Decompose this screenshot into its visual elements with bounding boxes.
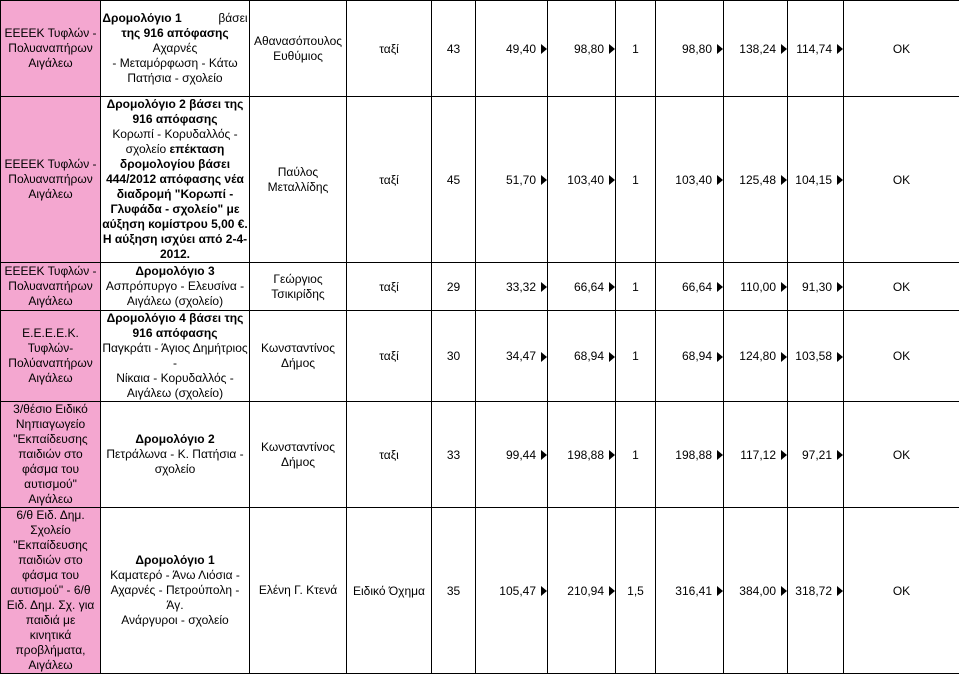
limit-value: 318,72 <box>795 584 832 598</box>
route-cell <box>101 1 250 97</box>
calc-cell <box>656 1 724 97</box>
euro-marker-icon <box>781 450 787 460</box>
euro-marker-icon <box>609 450 615 460</box>
limit-value: 104,15 <box>795 173 832 187</box>
base-cell <box>724 1 788 97</box>
calc-value: 316,41 <box>675 584 712 598</box>
total-cell <box>548 263 616 311</box>
price-cell <box>476 97 548 263</box>
price-cell <box>476 402 548 508</box>
table-row <box>1 402 959 508</box>
km-cell: 29 <box>432 263 476 311</box>
route-description: Δρομολόγιο 1 βάσει της 916 απόφασης Αχαρνές - Μεταμόρφωση - Κάτω Πατήσια - σχολείο <box>101 11 249 86</box>
euro-marker-icon <box>541 450 547 460</box>
calc-cell <box>656 402 724 508</box>
calc-value: 66,64 <box>682 280 712 294</box>
base-cell <box>724 97 788 263</box>
base-value: 124,80 <box>739 349 776 363</box>
contractor-name: Κωνσταντίνος Δήμος <box>250 440 346 470</box>
base-cell <box>724 311 788 402</box>
status-cell: OK <box>844 97 959 263</box>
limit-value: 97,21 <box>802 448 832 462</box>
price-value: 34,47 <box>506 349 536 363</box>
contractor-cell <box>250 97 347 263</box>
euro-marker-icon <box>609 352 615 362</box>
euro-marker-icon <box>609 586 615 596</box>
total-value: 98,80 <box>574 42 604 56</box>
coefficient-cell: 1 <box>616 263 656 311</box>
base-value: 125,48 <box>739 173 776 187</box>
school-cell <box>1 1 101 97</box>
contractor-name: Κωνσταντίνος Δήμος <box>250 341 346 371</box>
euro-marker-icon <box>717 586 723 596</box>
contractor-cell <box>250 402 347 508</box>
vehicle-cell: ταξί <box>347 1 432 97</box>
vehicle-cell: Ειδικό Όχημα <box>347 508 432 674</box>
euro-marker-icon <box>781 175 787 185</box>
total-cell <box>548 97 616 263</box>
route-cell <box>101 97 250 263</box>
route-description: Δρομολόγιο 1 Καματερό - Άνω Λιόσια - Αχαρνές - Πετρούπολη - Άγ. Ανάργυροι - σχολείο <box>101 553 249 628</box>
limit-cell <box>788 97 844 263</box>
school-name: Ε.Ε.Ε.Ε.Κ. Τυφλών- Πολύαναπήρων Αιγάλεω <box>1 326 100 386</box>
vehicle-cell: ταξί <box>347 97 432 263</box>
status-cell: OK <box>844 1 959 97</box>
school-cell <box>1 263 101 311</box>
euro-marker-icon <box>609 44 615 54</box>
euro-marker-icon <box>541 586 547 596</box>
calc-value: 198,88 <box>675 448 712 462</box>
table-row <box>1 263 959 311</box>
euro-marker-icon <box>717 44 723 54</box>
route-cell <box>101 402 250 508</box>
school-name: 3/θέσιο Ειδικό Νηπιαγωγείο "Εκπαίδευσης παιδιών στο φάσμα του αυτισμού" Αιγάλεω <box>1 402 100 507</box>
calc-cell <box>656 263 724 311</box>
limit-cell <box>788 263 844 311</box>
coefficient-cell: 1 <box>616 311 656 402</box>
contractor-name: Αθανασόπουλος Ευθύμιος <box>250 34 346 64</box>
euro-marker-icon <box>717 282 723 292</box>
euro-marker-icon <box>541 44 547 54</box>
km-cell: 30 <box>432 311 476 402</box>
calc-value: 103,40 <box>675 173 712 187</box>
price-value: 51,70 <box>506 173 536 187</box>
euro-marker-icon <box>717 450 723 460</box>
contractor-cell <box>250 508 347 674</box>
vehicle-cell: ταξί <box>347 311 432 402</box>
route-description: Δρομολόγιο 4 βάσει της 916 απόφασης Παγκράτι - Άγιος Δημήτριος - Νίκαια - Κορυδαλλός - Αιγάλεω (σχολείο) <box>101 311 249 401</box>
euro-marker-icon <box>541 282 547 292</box>
base-value: 138,24 <box>739 42 776 56</box>
euro-marker-icon <box>837 586 843 596</box>
route-description: Δρομολόγιο 2 Πετράλωνα - Κ. Πατήσια - σχολείο <box>101 432 249 477</box>
price-value: 105,47 <box>499 584 536 598</box>
route-cell <box>101 508 250 674</box>
base-cell <box>724 402 788 508</box>
euro-marker-icon <box>609 175 615 185</box>
table-row <box>1 311 959 402</box>
euro-marker-icon <box>541 175 547 185</box>
total-value: 66,64 <box>574 280 604 294</box>
contractor-name: Γεώργιος Τσικιρίδης <box>250 272 346 302</box>
limit-value: 91,30 <box>802 280 832 294</box>
euro-marker-icon <box>609 282 615 292</box>
route-cell <box>101 311 250 402</box>
base-value: 384,00 <box>739 584 776 598</box>
status-cell: OK <box>844 263 959 311</box>
calc-value: 68,94 <box>682 349 712 363</box>
status-cell: OK <box>844 508 959 674</box>
route-description: Δρομολόγιο 2 βάσει της 916 απόφασης Κορωπί - Κορυδαλλός - σχολείο επέκταση δρομολογίου βάσει 444/2012 απόφασης νέα διαδρομή "Κορωπί - Γλυφάδα - σχολείο" με αύξηση κομίστρου 5,00 €. Η αύξηση ισχύει από 2-4- 2012. <box>101 97 249 262</box>
base-cell <box>724 508 788 674</box>
limit-value: 103,58 <box>795 349 832 363</box>
coefficient-cell: 1 <box>616 1 656 97</box>
school-name: 6/θ Ειδ. Δημ. Σχολείο "Εκπαίδευσης παιδιών στο φάσμα του αυτισμού" - 6/θ Ειδ. Δημ. Σχ. για παιδιά με κινητικά προβλήματα, Αιγάλεω <box>1 508 100 673</box>
euro-marker-icon <box>837 352 843 362</box>
euro-marker-icon <box>837 44 843 54</box>
total-cell <box>548 311 616 402</box>
contractor-cell <box>250 311 347 402</box>
euro-marker-icon <box>717 175 723 185</box>
table-row <box>1 97 959 263</box>
contractor-name: Ελένη Γ. Κτενά <box>250 583 346 598</box>
euro-marker-icon <box>781 352 787 362</box>
euro-marker-icon <box>837 282 843 292</box>
route-description: Δρομολόγιο 3 Ασπρόπυργο - Ελευσίνα - Αιγάλεω (σχολείο) <box>101 264 249 309</box>
routes-table-body <box>1 1 959 674</box>
school-cell <box>1 311 101 402</box>
limit-value: 114,74 <box>796 42 832 56</box>
coefficient-cell: 1,5 <box>616 508 656 674</box>
price-value: 49,40 <box>506 42 536 56</box>
price-value: 99,44 <box>506 448 536 462</box>
vehicle-cell: ταξί <box>347 263 432 311</box>
limit-cell <box>788 508 844 674</box>
price-cell <box>476 311 548 402</box>
school-name: ΕΕΕΕΚ Τυφλών - Πολυαναπήρων Αιγάλεω <box>1 157 100 202</box>
price-cell <box>476 508 548 674</box>
calc-value: 98,80 <box>682 42 712 56</box>
total-value: 198,88 <box>567 448 604 462</box>
table-row <box>1 1 959 97</box>
euro-marker-icon <box>717 352 723 362</box>
km-cell: 33 <box>432 402 476 508</box>
school-cell <box>1 97 101 263</box>
km-cell: 43 <box>432 1 476 97</box>
base-value: 110,00 <box>740 280 776 294</box>
base-cell <box>724 263 788 311</box>
total-value: 103,40 <box>567 173 604 187</box>
contractor-cell <box>250 263 347 311</box>
euro-marker-icon <box>837 450 843 460</box>
school-cell <box>1 508 101 674</box>
euro-marker-icon <box>781 44 787 54</box>
euro-marker-icon <box>541 352 547 362</box>
status-cell: OK <box>844 311 959 402</box>
total-cell <box>548 1 616 97</box>
price-cell <box>476 1 548 97</box>
school-name: ΕΕΕΕΚ Τυφλών - Πολυαναπήρων Αιγάλεω <box>1 26 100 71</box>
km-cell: 35 <box>432 508 476 674</box>
calc-cell <box>656 311 724 402</box>
euro-marker-icon <box>781 586 787 596</box>
calc-cell <box>656 97 724 263</box>
school-name: ΕΕΕΕΚ Τυφλών - Πολυαναπήρων Αιγάλεω <box>1 264 100 309</box>
total-value: 68,94 <box>574 349 604 363</box>
table-row <box>1 508 959 674</box>
euro-marker-icon <box>781 282 787 292</box>
calc-cell <box>656 508 724 674</box>
status-cell: OK <box>844 402 959 508</box>
vehicle-cell: ταξι <box>347 402 432 508</box>
coefficient-cell: 1 <box>616 402 656 508</box>
total-value: 210,94 <box>567 584 604 598</box>
contractor-cell <box>250 1 347 97</box>
euro-marker-icon <box>837 175 843 185</box>
total-cell <box>548 508 616 674</box>
school-cell <box>1 402 101 508</box>
base-value: 117,12 <box>740 448 776 462</box>
price-cell <box>476 263 548 311</box>
total-cell <box>548 402 616 508</box>
km-cell: 45 <box>432 97 476 263</box>
limit-cell <box>788 311 844 402</box>
limit-cell <box>788 1 844 97</box>
price-value: 33,32 <box>506 280 536 294</box>
limit-cell <box>788 402 844 508</box>
route-cell <box>101 263 250 311</box>
coefficient-cell: 1 <box>616 97 656 263</box>
contractor-name: Παύλος Μεταλλίδης <box>250 165 346 195</box>
